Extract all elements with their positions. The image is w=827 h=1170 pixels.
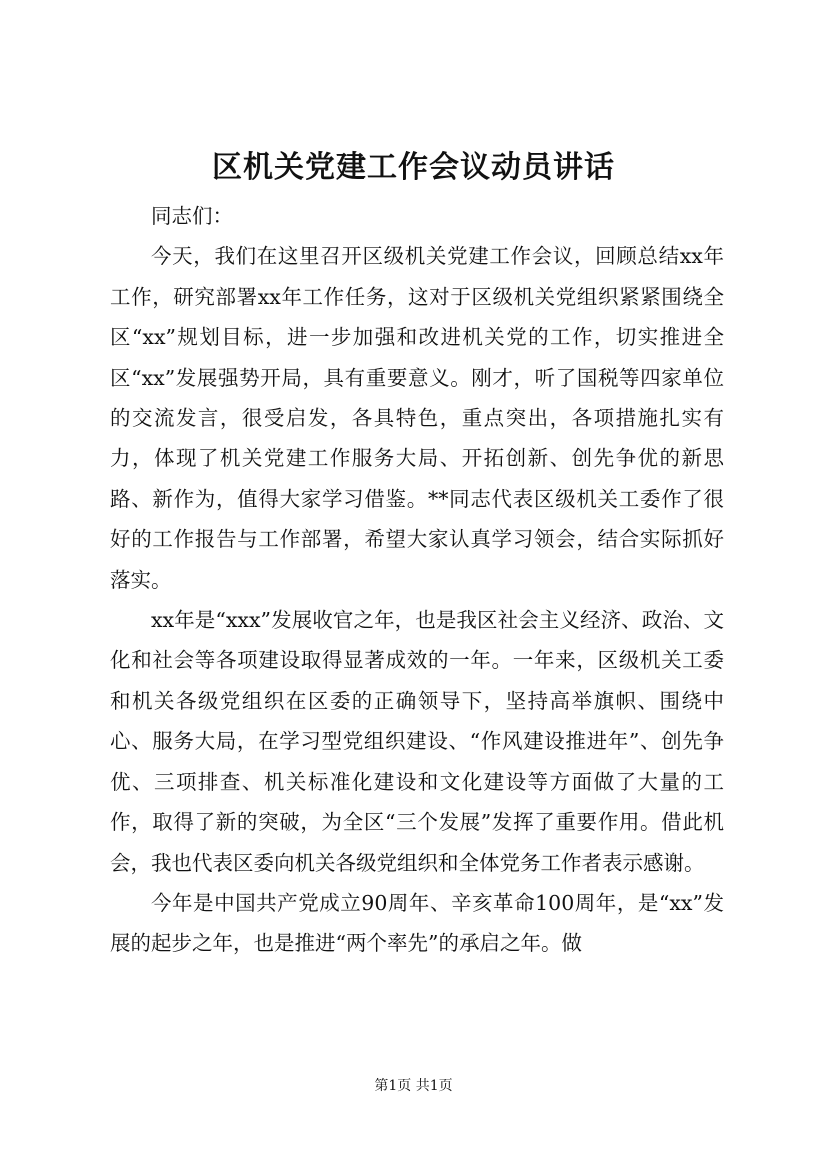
greeting: 同志们： bbox=[151, 204, 233, 228]
paragraph-1: 今天，我们在这里召开区级机关党建工作会议，回顾总结xx年工作，研究部署xx年工作任务，这对于区级机关党组织紧紧围绕全区“xx”规划目标，进一步加强和改进机关党的工作，切实推进全区“xx”发展强势开局，具有重要意义。刚才，听了国税等四家单位的交流发言，很受启发，各具特色，重点突出，各项措施扎实有力，体现了机关党建工作服务大局、开拓创新、创先争优的新思路、新作为，值得大家学习借鉴。**同志代表区级机关工委作了很好的工作报告与工作部署，希望大家认真学习领会，结合实际抓好落实。 bbox=[110, 244, 724, 592]
paragraph-2: xx年是“xxx”发展收官之年，也是我区社会主义经济、政治、文化和社会等各项建设取得显著成效的一年。一年来，区级机关工委和机关各级党组织在区委的正确领导下，坚持高举旗帜、围绕中心、服务大局，在学习型党组织建设、“作风建设推进年”、创先争优、三项排查、机关标准化建设和文化建设等方面做了大量的工作，取得了新的突破，为全区“三个发展”发挥了重要作用。借此机会，我也代表区委向机关各级党组织和全体党务工作者表示感谢。 bbox=[110, 608, 724, 875]
document-title: 区机关党建工作会议动员讲话 bbox=[212, 150, 615, 185]
paragraph-3: 今年是中国共产党成立90周年、辛亥革命100周年，是“xx”发展的起步之年，也是推进“两个率先”的承启之年。做 bbox=[110, 890, 724, 956]
page-footer: 第1页 共1页 bbox=[374, 1078, 453, 1094]
document-body bbox=[110, 196, 724, 964]
